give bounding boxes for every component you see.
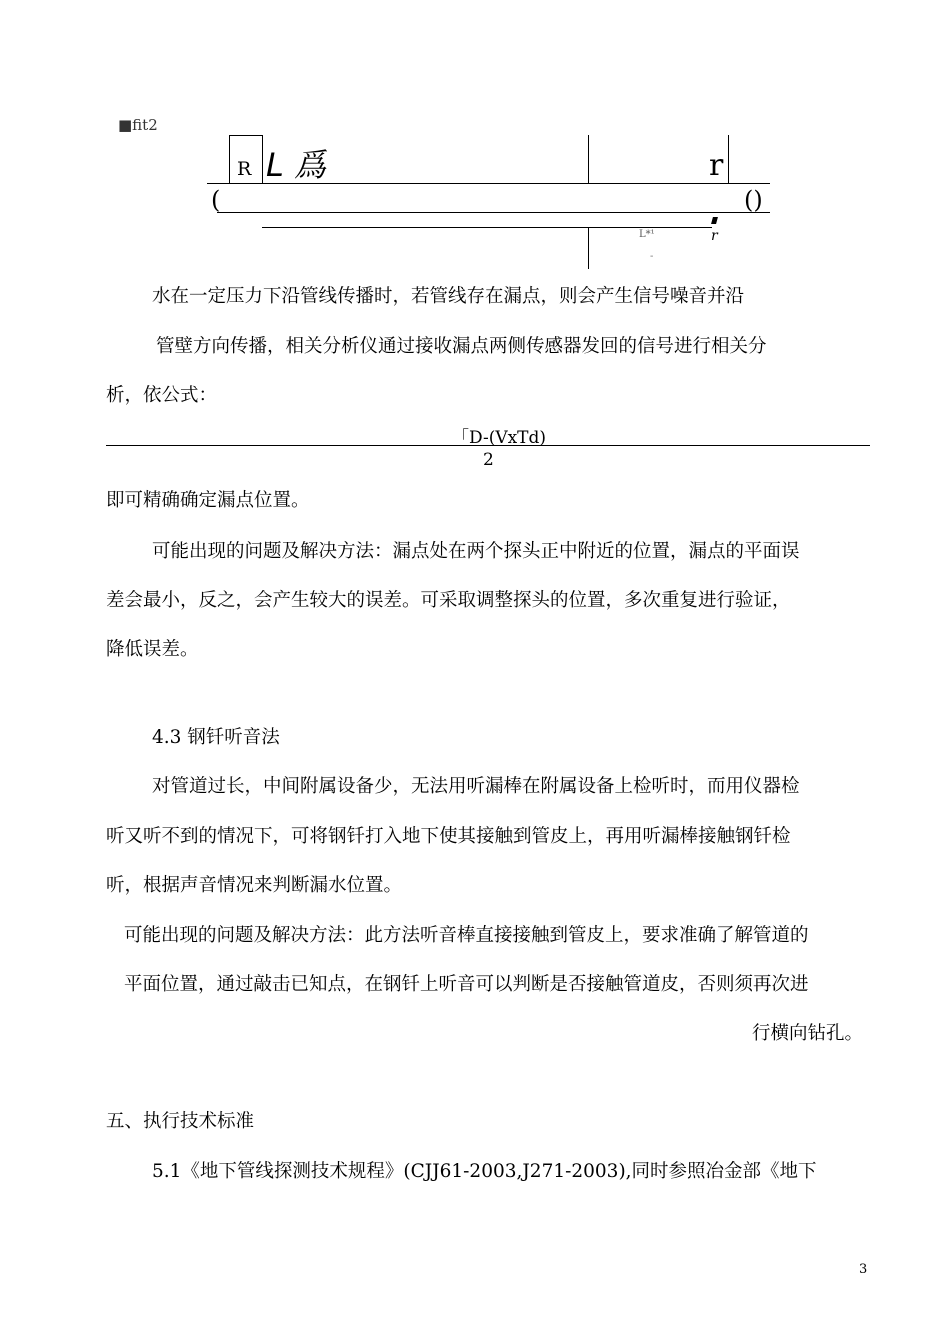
small-label-r: r	[711, 228, 718, 244]
figure-caption: ■fit2	[118, 116, 158, 134]
formula-fraction-bar	[106, 445, 870, 446]
para-5-line-2: 平面位置，通过敲击已知点，在钢钎上听音可以判断是否接触管道皮，否则须再次进	[124, 974, 809, 995]
formula-denominator: 2	[483, 450, 494, 470]
para-1-line-3: 析，依公式：	[106, 385, 218, 406]
para-3-line-3: 降低误差。	[106, 639, 199, 660]
para-5-line-3: 行横向钻孔。	[752, 1023, 864, 1044]
leak-marker-line-lower	[588, 227, 589, 269]
page-number: 3	[859, 1262, 868, 1277]
para-4-line-1: 对管道过长，中间附属设备少，无法用听漏棒在附属设备上检听时，而用仪器检	[152, 776, 800, 797]
para-2: 即可精确确定漏点位置。	[106, 490, 310, 511]
para-1-line-1: 水在一定压力下沿管线传播时，若管线存在漏点，则会产生信号噪音并沿	[152, 286, 745, 307]
small-label-lstar: L*¹	[639, 229, 655, 240]
marker-tick	[711, 217, 718, 224]
sensor-line-right	[728, 135, 729, 183]
para-6: 5.1《地下管线探测技术规程》(CJJ61-2003,J271-2003),同时参照冶金部《地下	[152, 1161, 817, 1182]
formula-numerator: 「D-(VxTd)	[452, 428, 547, 448]
pipe-bottom-line	[217, 212, 770, 213]
pipe-end-right: ()	[744, 186, 763, 214]
para-5-line-1: 可能出现的问题及解决方法：此方法听音棒直接接触到管皮上，要求准确了解管道的	[124, 925, 809, 946]
pipe-axis-line	[262, 227, 712, 228]
sensor-label-r-right: r	[709, 148, 724, 183]
para-4-line-2: 听又听不到的情况下，可将钢钎打入地下使其接触到管皮上，再用听漏棒接触钢钎检	[106, 826, 791, 847]
para-4-line-3: 听，根据声音情况来判断漏水位置。	[106, 875, 403, 896]
para-3-line-2: 差会最小，反之，会产生较大的误差。可采取调整探头的位置，多次重复进行验证，	[106, 590, 791, 611]
small-label-dash: -	[650, 251, 654, 262]
pipe-end-left: (	[211, 186, 221, 214]
section-heading-4-3: 4.3 钢钎听音法	[152, 727, 280, 748]
leak-marker-line	[588, 135, 589, 183]
sensor-label-r: R	[237, 158, 252, 180]
distance-label-l: L 爲	[266, 146, 327, 184]
para-1-line-2: 管壁方向传播，相关分析仪通过接收漏点两侧传感器发回的信号进行相关分	[156, 336, 767, 357]
section-heading-5: 五、执行技术标准	[106, 1111, 255, 1132]
pipe-top-line	[207, 183, 770, 184]
para-3-line-1: 可能出现的问题及解决方法：漏点处在两个探头正中附近的位置，漏点的平面误	[152, 541, 800, 562]
